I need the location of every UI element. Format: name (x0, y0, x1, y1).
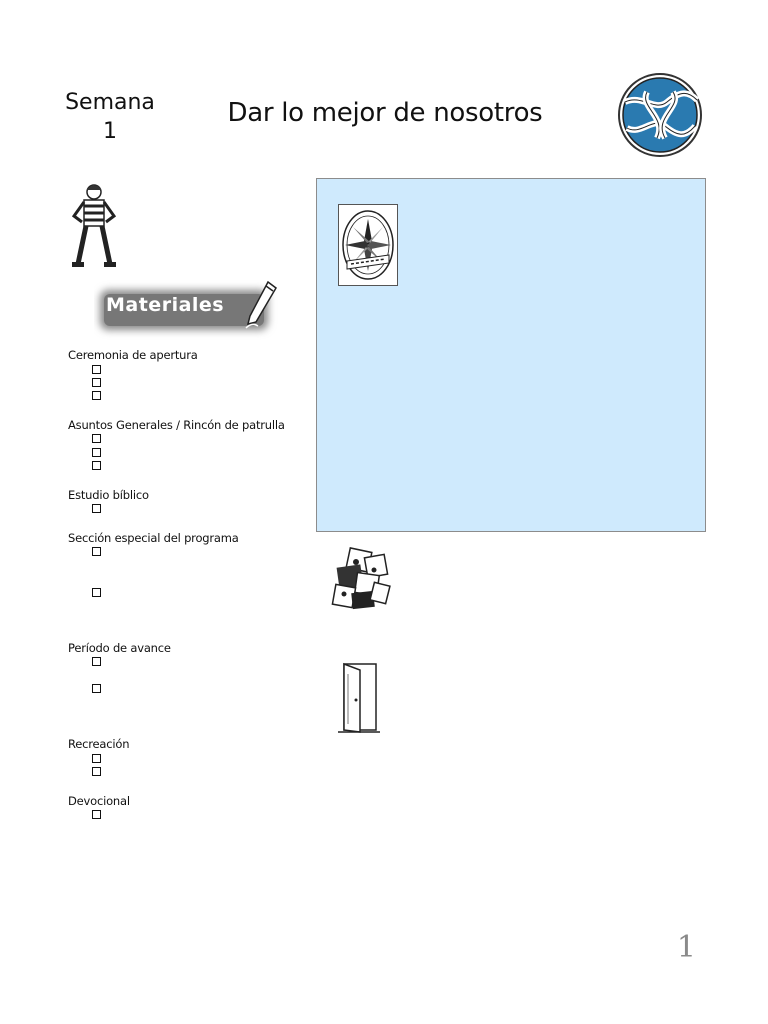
materials-banner (94, 276, 284, 342)
section-title-periodo-avance: Período de avance (68, 641, 171, 655)
week-label (60, 88, 160, 146)
section-title-recreacion: Recreación (68, 737, 130, 751)
week-number: 1 (103, 119, 117, 144)
section-title-seccion-especial: Sección especial del programa (68, 531, 239, 545)
checkbox[interactable] (92, 461, 101, 470)
checkbox[interactable] (92, 810, 101, 819)
puzzle-pieces-icon (330, 546, 392, 612)
checkbox[interactable] (92, 378, 101, 387)
section-title-devocional: Devocional (68, 794, 130, 808)
page-title: Dar lo mejor de nosotros (227, 98, 543, 128)
checkbox[interactable] (92, 754, 101, 763)
checkbox[interactable] (92, 767, 101, 776)
rope-knot-emblem-icon (617, 72, 703, 158)
pencil-icon (242, 278, 280, 330)
checkbox[interactable] (92, 588, 101, 597)
checkbox[interactable] (92, 657, 101, 666)
week-text: Semana (65, 90, 155, 115)
compass-card (338, 204, 398, 286)
open-door-icon (336, 660, 382, 734)
section-title-ceremonia: Ceremonia de apertura (68, 348, 198, 362)
materials-label: Materiales (106, 294, 225, 316)
checkbox[interactable] (92, 504, 101, 513)
page-number: 1 (676, 930, 696, 965)
compass-rose-icon (339, 205, 397, 285)
checkbox[interactable] (92, 365, 101, 374)
section-title-asuntos: Asuntos Generales / Rincón de patrulla (68, 418, 285, 432)
checkbox[interactable] (92, 391, 101, 400)
checkbox[interactable] (92, 434, 101, 443)
checkbox[interactable] (92, 448, 101, 457)
section-title-estudio: Estudio bíblico (68, 488, 149, 502)
checkbox[interactable] (92, 684, 101, 693)
scout-boy-illustration (64, 182, 126, 270)
checkbox[interactable] (92, 547, 101, 556)
